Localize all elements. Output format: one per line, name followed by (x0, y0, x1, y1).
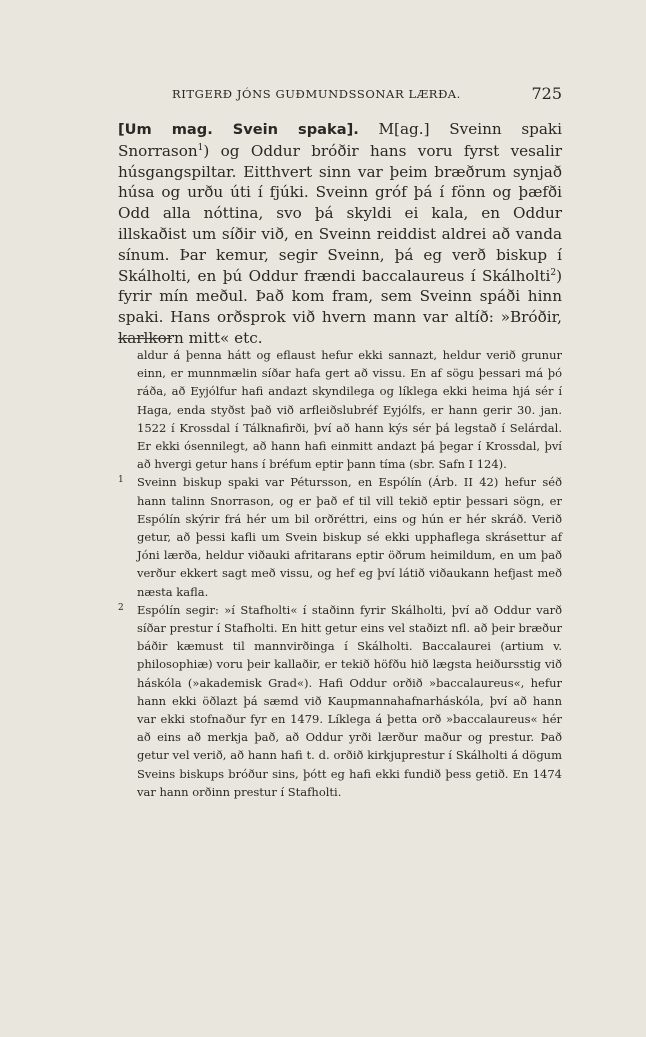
footnote-marker-2: 2 (118, 602, 124, 613)
footnotes (118, 346, 562, 801)
footnote-ref-2: 2 (550, 267, 557, 278)
footnote-text-1: Sveinn biskup spaki var Pétursson, en Espólín (Árb. II 42) hefur séð hann talinn Snorrason, og er það ef til vill tekið eptir þessari sögn, er Espólín skýrir frá hér um bil orðréttri, eins og hún er hér skráð. Verið getur, að þessi kafli um Svein biskup sé ekki upphaflega skrásettur af Jóni lærða, heldur viðauki afritarans eptir öðrum heimildum, en um það verður ekkert sagt með vissu, og hef eg því látið viðaukann hefjast með næsta kafla. (137, 475, 562, 599)
footnote-2 (118, 601, 562, 801)
page-header (118, 84, 562, 106)
main-paragraph (118, 119, 562, 349)
footnote-text-2: Espólín segir: »í Stafholti« í staðinn fyrir Skálholti, því að Oddur varð síðar prestur í Stafholti. En hitt getur eins vel staðizt nfl. að þeir bræður báðir kæmust til mannvirðinga í Skálholti. Baccalaurei (artium v. philosophiæ) voru þeir kallaðir, er tekið höfðu hið lægsta heiðursstig við háskóla (»akademisk Grad«). Hafi Oddur orðið »baccalaureus«, hefur hann ekki öðlazt þá sæmd við Kaupmannahafnarháskóla, því að hann var ekki stofnaður fyr en 1479. Líklega á þetta orð »baccalaureus« hér að eins að merkja það, að Oddur yrði lærður maður og prestur. Það getur vel verið, að hann hafi t. d. orðið kirkjuprestur í Skálholti á dögum Sveins biskups bróður sins, þótt eg hafi ekki fundið þess getið. En 1474 var hann orðinn prestur í Stafholti. (137, 602, 562, 799)
footnote-ref-1: 1 (197, 142, 204, 153)
paragraph-text-b: ) og Oddur bróðir hans voru fyrst vesalir húsgangspiltar. Eitthvert sinn var þeim bræðrum synjað húsa og urðu úti í fjúki. Sveinn gróf þá í fönn og þæfði Odd alla nóttina, svo þá skyldi ei kala, en Oddur illskaðist um síðir við, en Sveinn reiddist aldrei að vanda sínum. Þar kemur, segir Sveinn, þá eg verð biskup í Skálholti, en þú Oddur frændi baccalaureus í Skálholti (118, 141, 562, 285)
paragraph-text-a: M[ag.] Sveinn spaki Snorrason (118, 120, 562, 160)
footnote-1 (118, 473, 562, 600)
footnote-marker-1: 1 (118, 475, 124, 486)
main-text (118, 119, 562, 349)
page-number: 725 (531, 84, 562, 103)
running-title: RITGERÐ JÓNS GUÐMUNDSSONAR LÆRÐA. (172, 87, 461, 101)
paragraph-text-c: ) fyrir mín meðul. Það kom fram, sem Sveinn spáði hinn spaki. Hans orðsprok við hvern mann var altíð: »Bróðir, karlkorn mitt« etc. (118, 266, 562, 347)
footnote-separator (118, 338, 172, 339)
section-heading: [Um mag. Svein spaka]. (118, 121, 359, 138)
footnote-continuation: aldur á þenna hátt og eflaust hefur ekki sannazt, heldur verið grunur einn, er munnmælin síðar hafa gert að vissu. En af sögu þessari má þó ráða, að Eyjólfur hafi andazt skyndilega og líklega ekki heima hjá sér í Haga, enda styðst það við arfleiðslubréf Eyjólfs, er hann gerir 30. jan. 1522 í Krossdal í Tálknafirði, því að hann kýs sér þá legstað í Selárdal. Er ekki ósennilegt, að hann hafi einmitt andazt þá þegar í Krossdal, því að hvergi getur hans í bréfum eptir þann tíma (sbr. Safn I 124). (137, 348, 562, 472)
